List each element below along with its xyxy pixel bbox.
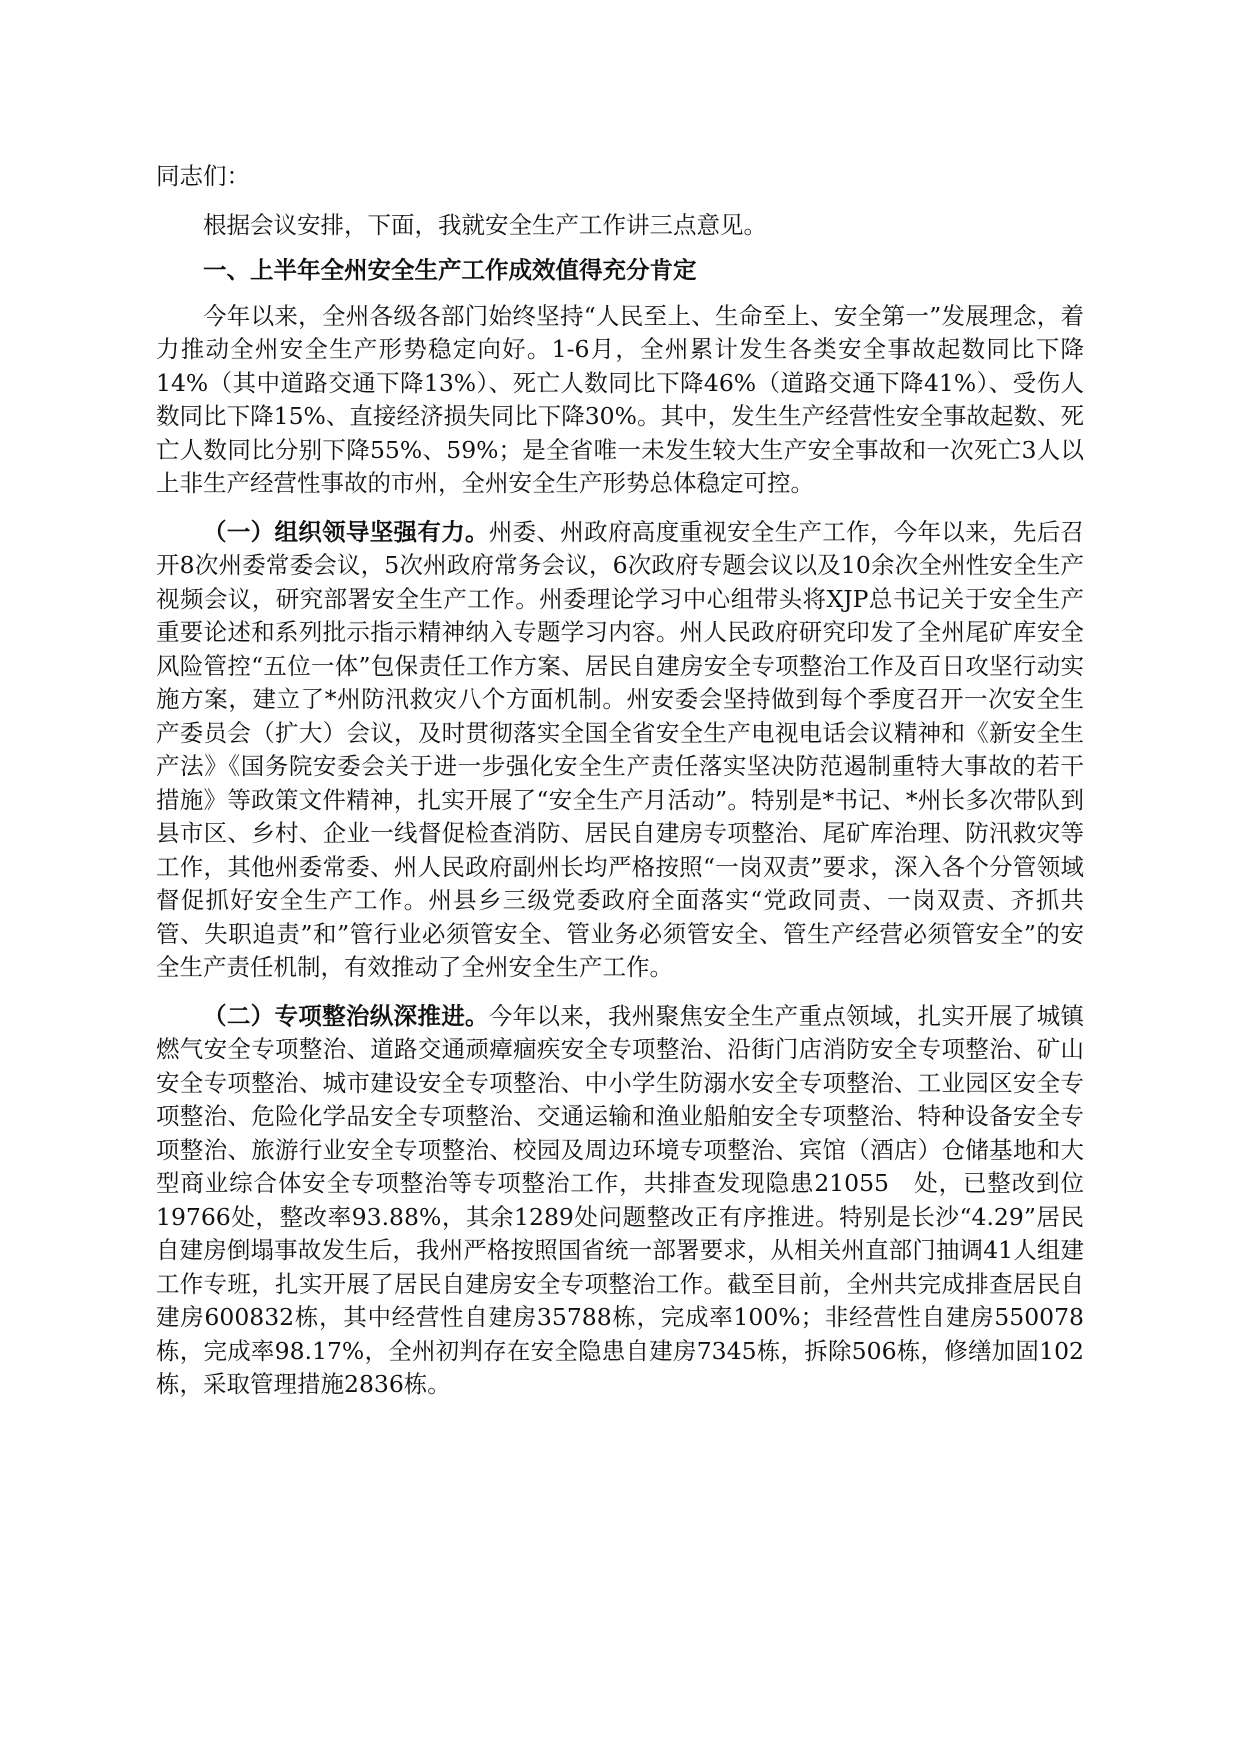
intro-paragraph: 根据会议安排，下面，我就安全生产工作讲三点意见。 — [203, 210, 767, 239]
subsection-2-paragraph — [156, 1000, 1084, 1402]
subsection-1-lead: （一）组织领导坚强有力。 — [203, 517, 489, 546]
section-heading: 一、上半年全州安全生产工作成效值得充分肯定 — [203, 256, 697, 284]
subsection-2-body: 今年以来，我州聚焦安全生产重点领域，扎实开展了城镇燃气安全专项整治、道路交通顽瘴痼疾安全专项整治、沿街门店消防安全专项整治、矿山安全专项整治、城市建设安全专项整治、中小学生防溺水安全专项整治、工业园区安全专项整治、危险化学品安全专项整治、交通运输和渔业船舶安全专项整治、特种设备安全专项整治、旅游行业安全专项整治、校园及周边环境专项整治、宾馆（酒店）仓储基地和大型商业综合体安全专项整治等专项整治工作，共排查发现隐患21055 处，已整改到位19766处，整改率93.88%，其余1289处问题整改正有序推进。特别是长沙“4.29”居民自建房倒塌事故发生后，我州严格按照国省统一部署要求，从相关州直部门抽调41人组建工作专班，扎实开展了居民自建房安全专项整治工作。截至目前，全州共完成排查居民自建房600832栋，其中经营性自建房35788栋，完成率100%；非经营性自建房550078栋，完成率98.17%，全州初判存在安全隐患自建房7345栋，拆除506栋，修缮加固102栋，采取管理措施2836栋。 — [156, 1001, 1085, 1398]
overview-paragraph: 今年以来，全州各级各部门始终坚持“人民至上、生命至上、安全第一”发展理念，着力推动全州安全生产形势稳定向好。1-6月，全州累计发生各类安全事故起数同比下降14%（其中道路交通下降13%）、死亡人数同比下降46%（道路交通下降41%）、受伤人数同比下降15%、直接经济损失同比下降30%。其中，发生生产经营性安全事故起数、死亡人数同比分别下降55%、59%；是全省唯一未发生较大生产安全事故和一次死亡3人以上非生产经营性事故的市州，全州安全生产形势总体稳定可控。 — [156, 301, 1084, 497]
document-body — [156, 160, 1084, 1417]
greeting: 同志们： — [156, 162, 250, 190]
subsection-1-paragraph — [156, 516, 1084, 985]
subsection-2-lead: （二）专项整治纵深推进。 — [203, 1001, 489, 1030]
subsection-1-body: 州委、州政府高度重视安全生产工作，今年以来，先后召开8次州委常委会议，5次州政府常务会议，6次政府专题会议以及10余次全州性安全生产视频会议，研究部署安全生产工作。州委理论学习中心组带头将XJP总书记关于安全生产重要论述和系列批示指示精神纳入专题学习内容。州人民政府研究印发了全州尾矿库安全风险管控“五位一体”包保责任工作方案、居民自建房安全专项整治工作及百日攻坚行动实施方案，建立了*州防汛救灾八个方面机制。州安委会坚持做到每个季度召开一次安全生产委员会（扩大）会议，及时贯彻落实全国全省安全生产电视电话会议精神和《新安全生产法》《国务院安委会关于进一步强化安全生产责任落实坚决防范遏制重特大事故的若干措施》等政策文件精神，扎实开展了“安全生产月活动”。特别是*书记、*州长多次带队到县市区、乡村、企业一线督促检查消防、居民自建房专项整治、尾矿库治理、防汛救灾等工作，其他州委常委、州人民政府副州长均严格按照“一岗双责”要求，深入各个分管领域督促抓好安全生产工作。州县乡三级党委政府全面落实“党政同责、一岗双责、齐抓共管、失职追责”和”管行业必须管安全、管业务必须管安全、管生产经营必须管安全”的安全生产责任机制，有效推动了全州安全生产工作。 — [156, 517, 1085, 981]
